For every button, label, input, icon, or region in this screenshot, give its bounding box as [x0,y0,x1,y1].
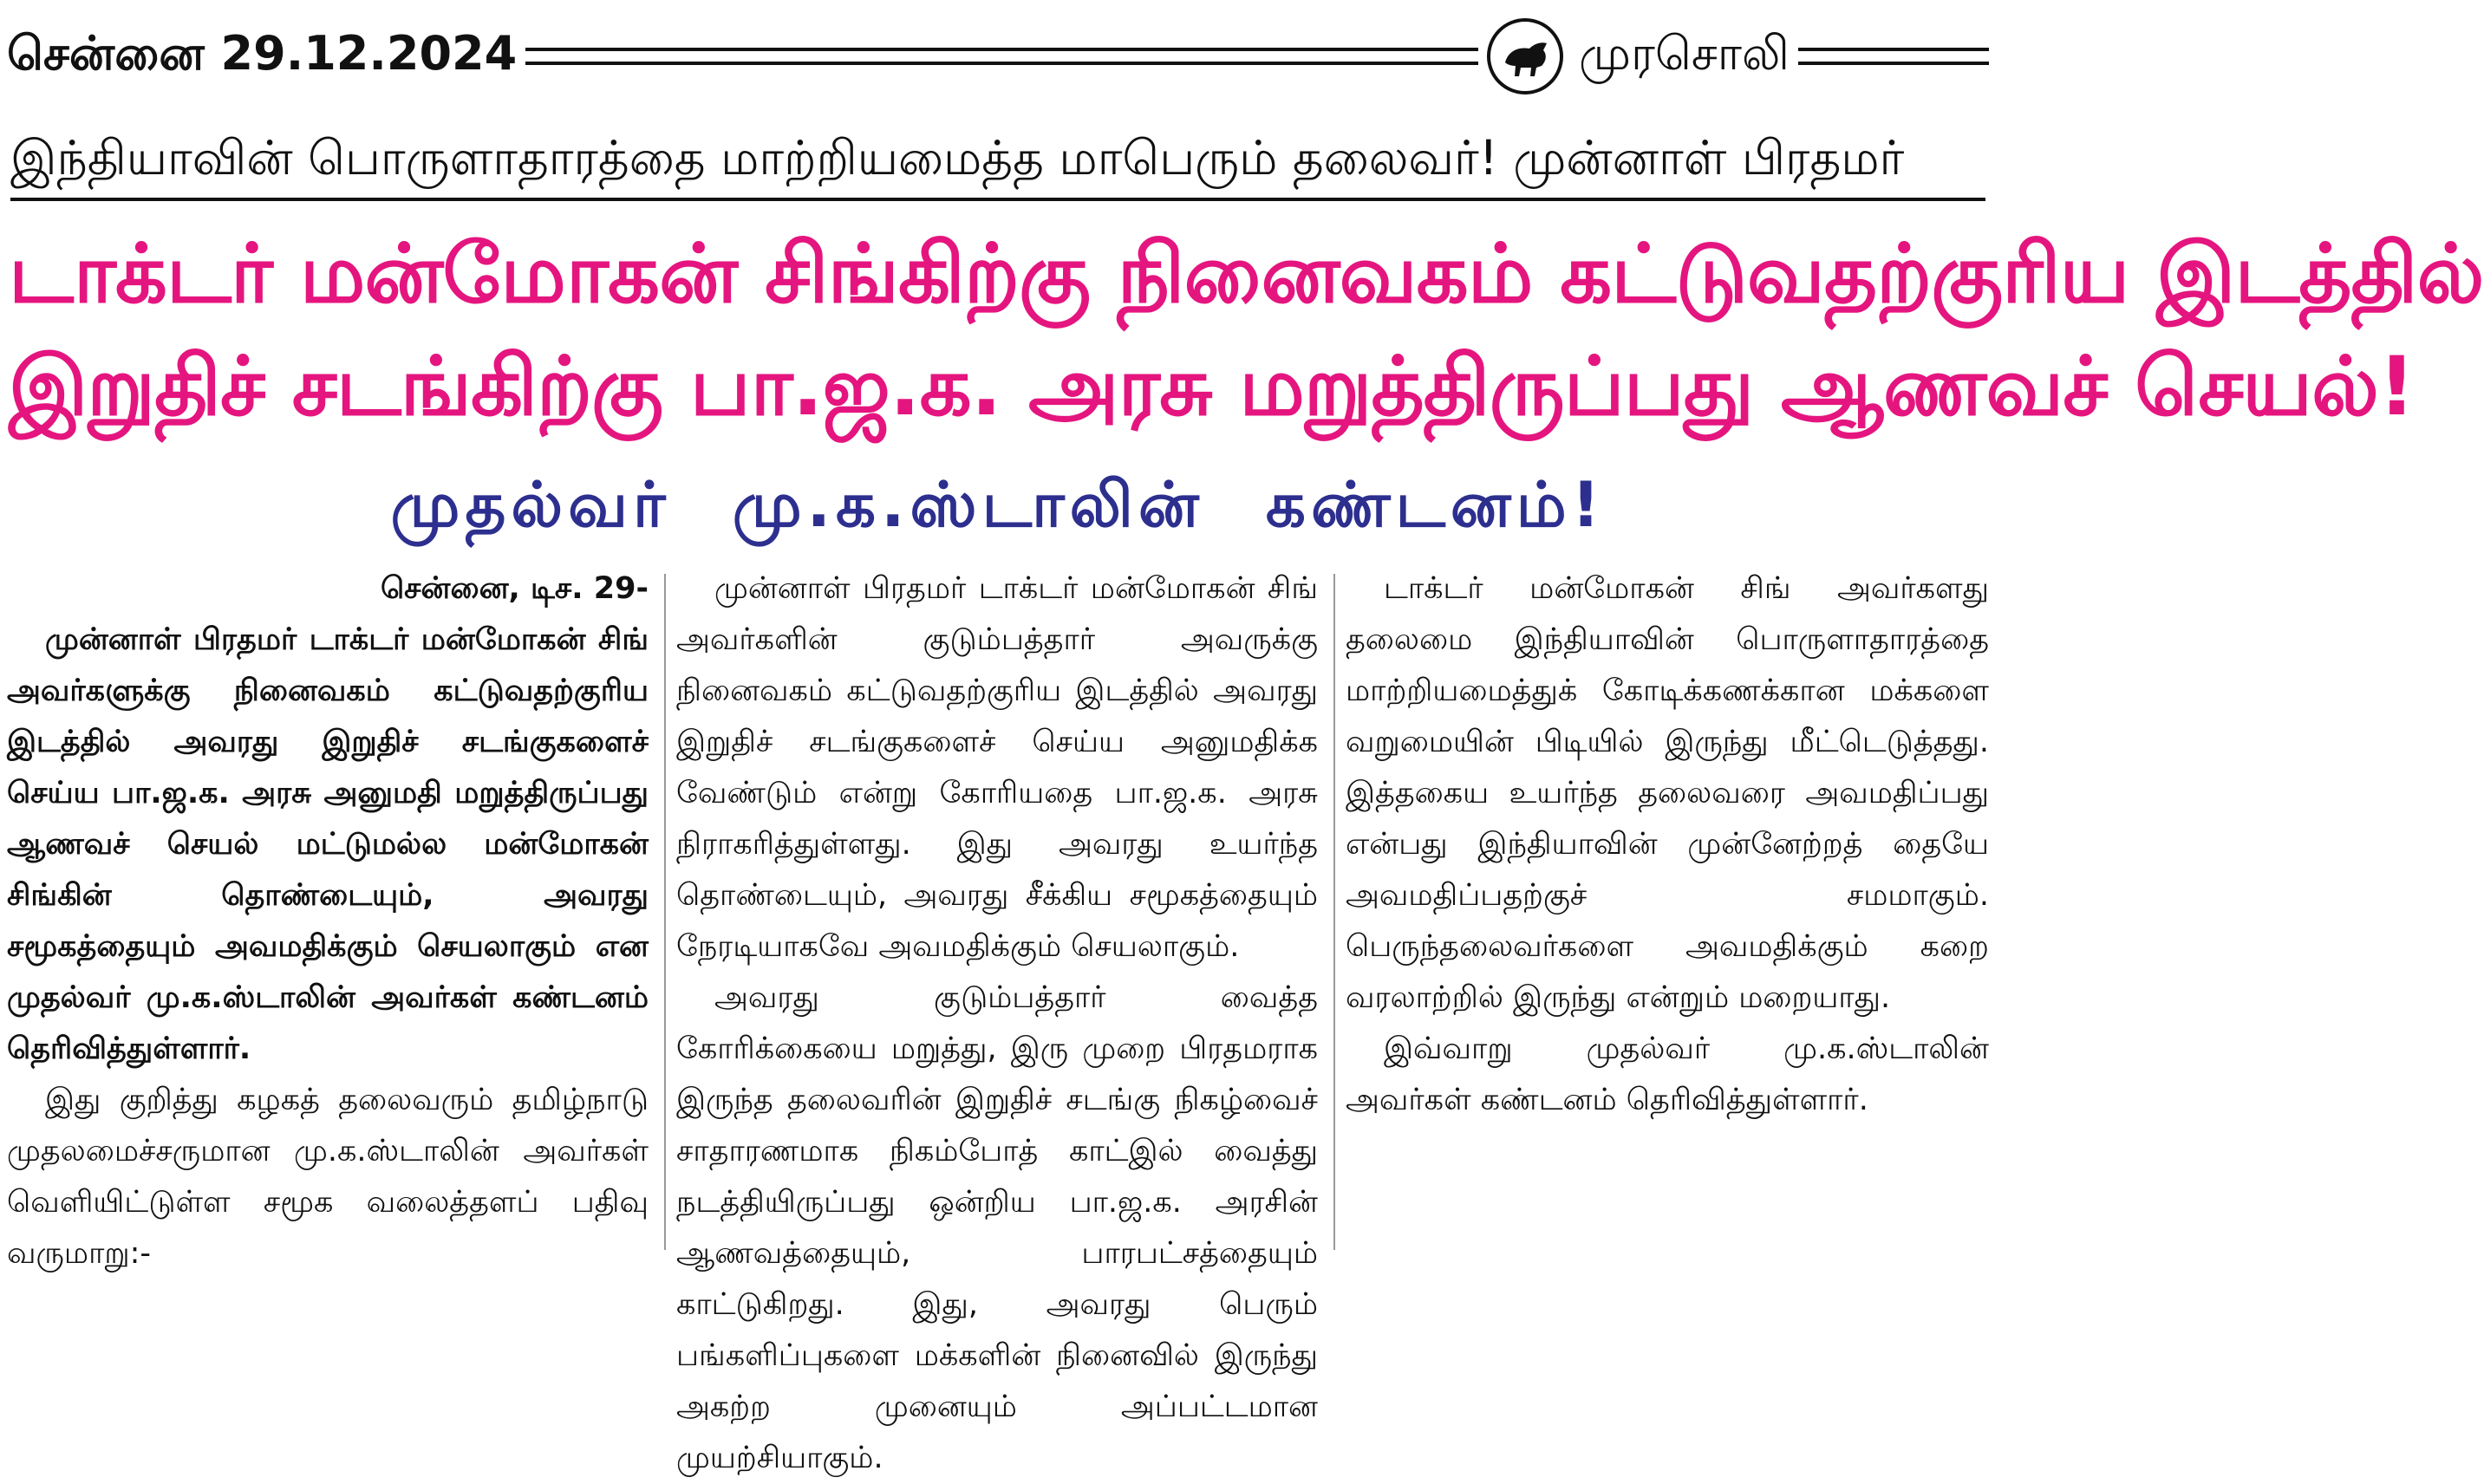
headline-line-1: டாக்டர் மன்மோகன் சிங்கிற்கு நினைவகம் கட்டுவதற்குரிய இடத்தில் [9,227,2484,322]
article-paragraph: இது குறித்து கழகத் தலைவரும் தமிழ்நாடு முதலமைச்சருமான மு.க.ஸ்டாலின் அவர்கள் வெளியிட்டுள்ள சமூக வலைத்தளப் பதிவு வருமாறு:- [7,1083,649,1271]
bull-emblem-icon [1487,18,1563,94]
paper-name: முரசொலி [1579,25,1790,81]
article-column-1 [7,563,649,1271]
article-column-3 [1346,563,1989,1253]
article-column-2 [676,563,1318,1475]
masthead-bar [7,9,1989,104]
headline-line-2: இறுதிச் சடங்கிற்கு பா.ஜ.க. அரசு மறுத்திருப்பது ஆணவச் செயல்! [9,340,2415,434]
kicker-line: இந்தியாவின் பொருளாதாரத்தை மாற்றியமைத்த மாபெரும் தலைவர்! முன்னாள் பிரதமர் [10,130,1985,201]
article-paragraph: டாக்டர் மன்மோகன் சிங் அவர்களது தலைமை இந்தியாவின் பொருளாதாரத்தை மாற்றியமைத்துக் கோடிக்கணக்கான மக்களை வறுமையின் பிடியில் இருந்து மீட்டெடுத்தது. இத்தகைய உயர்ந்த தலைவரை அவமதிப்பது என்பது இந்தியாவின் முன்னேற்றத் தையே அவமதிப்பதற்குச் சமமாகும். பெருந்தலைவர்களை அவமதிக்கும் கறை வரலாற்றில் இருந்து என்றும் மறையாது. [1346,571,1989,1015]
article-paragraph: இவ்வாறு முதல்வர் மு.க.ஸ்டாலின் அவர்கள் கண்டனம் தெரிவித்துள்ளார். [1346,1032,1989,1117]
dateline-place: சென்னை, டிச. 29- [380,571,649,606]
masthead [1487,18,1790,94]
column-divider [664,574,666,1250]
article-lead: முன்னாள் பிரதமர் டாக்டர் மன்மோகன் சிங் அவர்களுக்கு நினைவகம் கட்டுவதற்குரிய இடத்தில் அவரது இறுதிச் சடங்குகளைச் செய்ய பா.ஜ.க. அரசு அனுமதி மறுத்திருப்பது ஆணவச் செயல் மட்டுமல்ல மன்மோகன் சிங்கின் தொண்டையும், அவரது சமூகத்தையும் அவமதிக்கும் செயலாகும் என முதல்வர் மு.க.ஸ்டாலின் அவர்கள் கண்டனம் தெரிவித்துள்ளார். [7,622,649,1066]
column-divider [1333,574,1335,1250]
dateline: சென்னை 29.12.2024 [7,25,518,81]
article-paragraph: முன்னாள் பிரதமர் டாக்டர் மன்மோகன் சிங் அவர்களின் குடும்பத்தார் அவருக்கு நினைவகம் கட்டுவதற்குரிய இடத்தில் அவரது இறுதிச் சடங்குகளைச் செய்ய அனுமதிக்க வேண்டும் என்று கோரியதை பா.ஜ.க. அரசு நிராகரித்துள்ளது. இது அவரது உயர்ந்த தொண்டையும், அவரது சீக்கிய சமூகத்தையும் நேரடியாகவே அவமதிக்கும் செயலாகும். [676,571,1318,964]
subheadline: முதல்வர் மு.க.ஸ்டாலின் கண்டனம்! [390,468,1606,541]
masthead-rule-end [1798,48,1989,65]
article-paragraph: அவரது குடும்பத்தார் வைத்த கோரிக்கையை மறுத்து, இரு முறை பிரதமராக இருந்த தலைவரின் இறுதிச் சடங்கு நிகழ்வைச் சாதாரணமாக நிகம்போத் காட்இல் வைத்து நடத்தியிருப்பது ஒன்றிய பா.ஜ.க. அரசின் ஆணவத்தையும், பாரபட்சத்தையும் காட்டுகிறது. இது, அவரது பெரும் பங்களிப்புகளை மக்களின் நினைவில் இருந்து அகற்ற முனையும் அப்பட்டமான முயற்சியாகும். [676,980,1318,1475]
masthead-rule [525,48,1478,65]
